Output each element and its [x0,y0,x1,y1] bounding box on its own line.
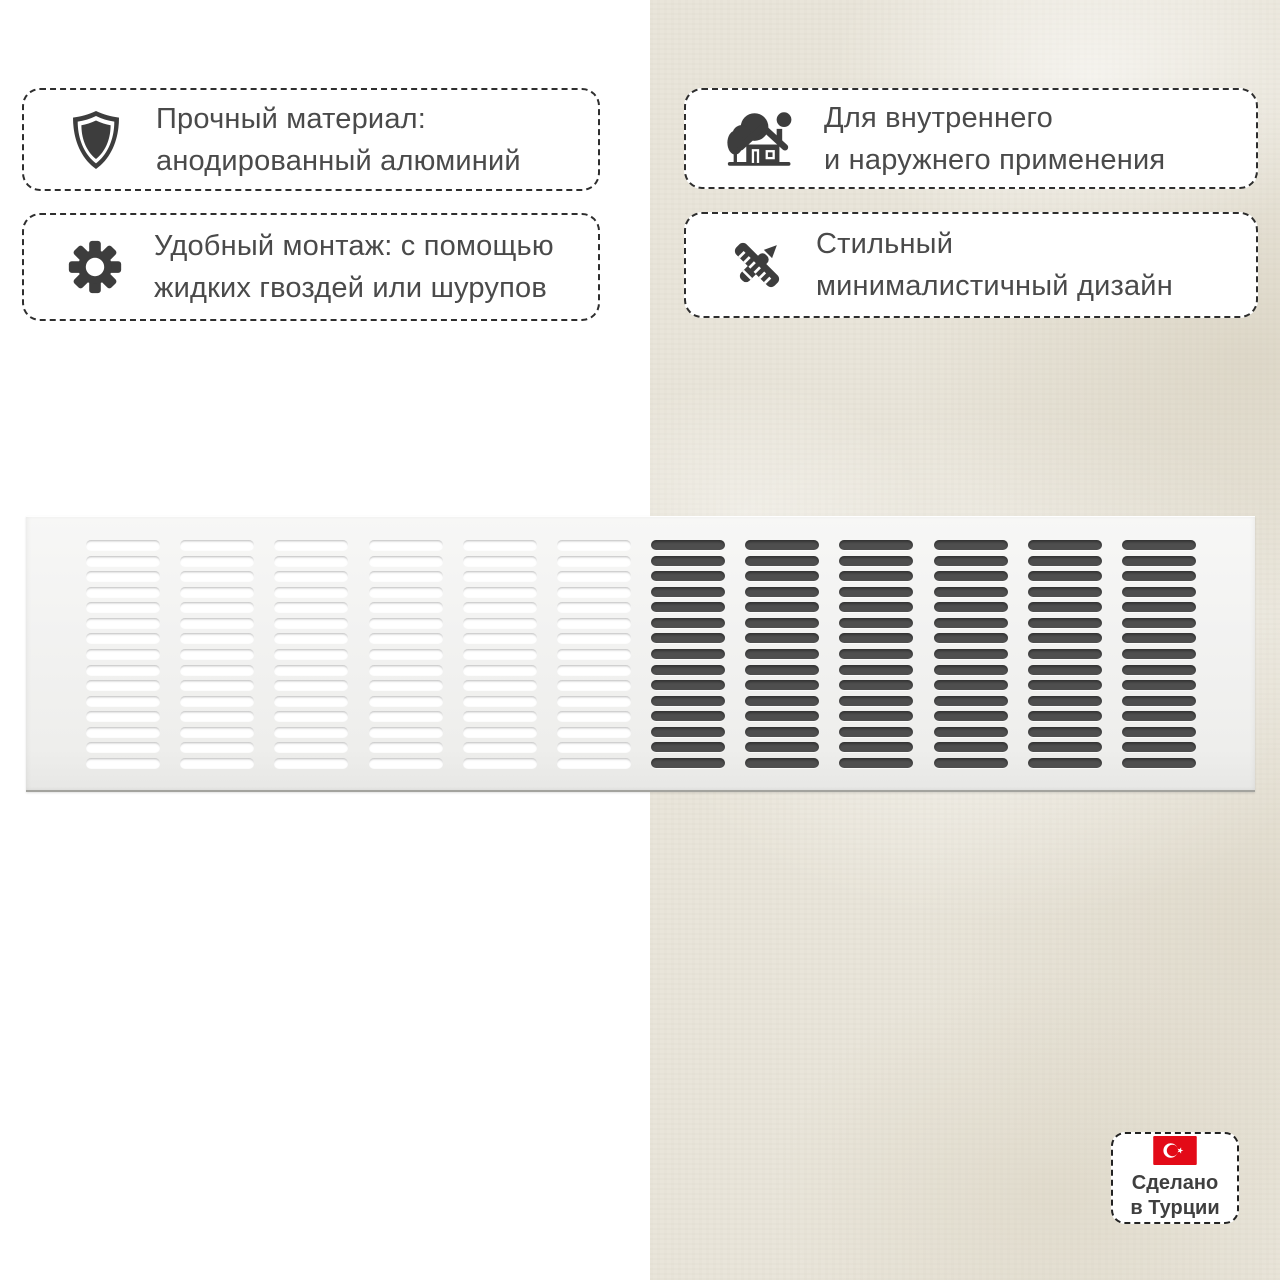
vent-slot-dark [839,727,913,737]
vent-slot-light [369,540,443,550]
slot-column [745,540,819,768]
vent-slot-dark [745,602,819,612]
slot-column [369,540,443,768]
vent-slot-light [557,711,631,721]
vent-slot-light [274,696,348,706]
vent-slot-light [180,571,254,581]
vent-slot-light [557,540,631,550]
vent-slot-dark [934,618,1008,628]
vent-slot-dark [934,649,1008,659]
vent-slot-light [463,665,537,675]
vent-slot-dark [934,602,1008,612]
vent-slot-light [463,571,537,581]
vent-slot-light [180,649,254,659]
vent-slot-dark [651,696,725,706]
vent-slot-dark [839,758,913,768]
vent-slot-light [86,540,160,550]
vent-slot-light [557,649,631,659]
vent-slot-dark [934,680,1008,690]
badge-text-line: в Турции [1130,1197,1220,1219]
vent-slot-dark [1028,540,1102,550]
vent-slot-light [463,758,537,768]
vent-slot-dark [839,556,913,566]
vent-slot-light [86,618,160,628]
vent-slot-dark [1122,556,1196,566]
vent-slot-dark [934,696,1008,706]
vent-slot-light [369,556,443,566]
vent-slot-light [369,711,443,721]
vent-slot-light [274,618,348,628]
feature-box-design [684,212,1258,318]
feature-text-line: Стильный [816,228,954,260]
vent-slot-light [369,727,443,737]
vent-slot-light [86,633,160,643]
vent-slot-dark [1028,649,1102,659]
vent-slot-dark [934,711,1008,721]
vent-slot-dark [1028,633,1102,643]
slot-column [1028,540,1102,768]
vent-slot-dark [1122,649,1196,659]
vent-slot-dark [1028,696,1102,706]
vent-slot-light [463,649,537,659]
vent-slot-dark [651,618,725,628]
vent-slot-dark [934,633,1008,643]
vent-slot-dark [934,571,1008,581]
vent-slot-light [557,727,631,737]
slot-column [934,540,1008,768]
vent-slot-dark [1028,602,1102,612]
vent-slot-dark [651,571,725,581]
vent-slot-light [274,649,348,659]
vent-slot-light [274,540,348,550]
vent-slot-dark [651,711,725,721]
vent-slot-light [180,711,254,721]
vent-slot-dark [651,556,725,566]
vent-slot-light [463,742,537,752]
vent-slot-dark [1122,633,1196,643]
vent-slot-light [86,571,160,581]
vent-slot-dark [934,665,1008,675]
vent-slot-dark [1028,727,1102,737]
vent-slot-light [274,556,348,566]
slot-column [1122,540,1196,768]
gear-icon [64,236,126,298]
vent-slot-dark [839,618,913,628]
feature-box-material [22,88,600,191]
vent-slot-light [557,618,631,628]
vent-slot-light [369,571,443,581]
vent-slot-dark [651,540,725,550]
vent-slot-dark [1028,665,1102,675]
vent-slot-light [463,618,537,628]
slot-column [274,540,348,768]
vent-slot-light [180,587,254,597]
vent-slot-dark [1028,758,1102,768]
vent-slot-light [180,665,254,675]
vent-slot-light [369,665,443,675]
vent-slot-dark [934,758,1008,768]
vent-slot-light [557,633,631,643]
turkey-flag-icon [1153,1136,1197,1170]
vent-slot-dark [1122,758,1196,768]
vent-slot-light [86,742,160,752]
vent-slot-light [369,758,443,768]
vent-slot-light [463,602,537,612]
slot-column [463,540,537,768]
vent-slot-dark [651,742,725,752]
vent-slot-dark [651,587,725,597]
vent-slot-dark [745,758,819,768]
vent-slot-dark [651,602,725,612]
vent-slot-dark [934,556,1008,566]
vent-slot-light [557,758,631,768]
vent-slot-dark [839,696,913,706]
vent-slot-light [274,665,348,675]
slot-column [86,540,160,768]
vent-slot-dark [1028,618,1102,628]
feature-text-line: Прочный материал: [156,102,427,135]
vent-slot-light [180,696,254,706]
vent-slot-dark [745,742,819,752]
vent-slot-light [274,602,348,612]
vent-slot-light [86,602,160,612]
vent-slot-light [180,618,254,628]
feature-box-indoor-outdoor [684,88,1258,189]
vent-slot-light [463,587,537,597]
vent-slot-light [369,649,443,659]
vent-slot-dark [1122,680,1196,690]
vent-slot-dark [1028,571,1102,581]
feature-text-line: Удобный монтаж: с помощью [154,230,554,262]
vent-grille-slots [26,516,1255,790]
vent-slot-dark [839,680,913,690]
vent-slot-light [274,571,348,581]
vent-slot-light [86,556,160,566]
badge-text-line: Сделано [1131,1172,1219,1194]
vent-slot-dark [651,680,725,690]
vent-slot-dark [651,633,725,643]
vent-slot-light [557,665,631,675]
vent-slot-light [274,758,348,768]
vent-slot-dark [651,665,725,675]
vent-slot-dark [1028,742,1102,752]
vent-slot-light [463,680,537,690]
vent-slot-light [369,602,443,612]
vent-slot-light [369,680,443,690]
vent-slot-dark [1122,540,1196,550]
feature-text-line: жидких гвоздей или шурупов [154,272,547,304]
vent-slot-dark [745,633,819,643]
vent-slot-dark [745,711,819,721]
vent-slot-light [180,633,254,643]
vent-slot-dark [1122,571,1196,581]
feature-box-mounting [22,213,600,321]
vent-slot-dark [745,618,819,628]
vent-slot-dark [1122,742,1196,752]
vent-slot-dark [934,742,1008,752]
vent-slot-dark [745,696,819,706]
vent-slot-light [369,633,443,643]
vent-slot-light [557,696,631,706]
vent-slot-dark [745,571,819,581]
vent-slot-light [180,540,254,550]
feature-text-line: Для внутреннего [824,101,1054,134]
vent-slot-dark [839,649,913,659]
vent-slot-dark [1122,696,1196,706]
vent-slot-light [86,649,160,659]
vent-slot-light [86,696,160,706]
vent-slot-dark [1122,665,1196,675]
vent-slot-light [463,696,537,706]
vent-slot-light [557,587,631,597]
vent-slot-dark [651,758,725,768]
vent-slot-dark [1122,727,1196,737]
vent-slot-light [180,727,254,737]
vent-slot-dark [839,665,913,675]
vent-slot-dark [1028,587,1102,597]
vent-slot-dark [839,587,913,597]
vent-slot-light [86,680,160,690]
vent-slot-light [369,696,443,706]
made-in-turkey-badge [1111,1132,1239,1224]
slot-column [557,540,631,768]
vent-slot-light [557,680,631,690]
vent-slot-light [180,680,254,690]
pencil-ruler-icon [726,234,788,296]
vent-slot-light [557,571,631,581]
vent-slot-dark [934,540,1008,550]
vent-slot-light [86,665,160,675]
vent-slot-dark [745,587,819,597]
vent-slot-light [463,633,537,643]
vent-slot-dark [839,742,913,752]
vent-slot-dark [839,571,913,581]
vent-slot-light [557,742,631,752]
vent-slot-dark [1122,618,1196,628]
vent-slot-dark [839,711,913,721]
ventilation-grille [26,516,1255,792]
slot-column [651,540,725,768]
vent-slot-dark [745,649,819,659]
feature-text-line: минималистичный дизайн [816,270,1173,302]
slot-column [839,540,913,768]
vent-slot-dark [1028,711,1102,721]
vent-slot-light [274,587,348,597]
vent-slot-dark [1028,680,1102,690]
vent-slot-light [180,556,254,566]
vent-slot-light [180,758,254,768]
vent-slot-light [274,633,348,643]
vent-slot-light [180,602,254,612]
vent-slot-dark [745,665,819,675]
vent-slot-dark [934,587,1008,597]
vent-slot-light [274,742,348,752]
vent-slot-light [557,556,631,566]
house-outdoor-icon [726,107,796,171]
vent-slot-dark [745,540,819,550]
vent-slot-dark [1122,602,1196,612]
vent-slot-dark [934,727,1008,737]
vent-slot-light [86,727,160,737]
vent-slot-light [463,711,537,721]
vent-slot-light [369,742,443,752]
shield-icon [64,108,128,172]
vent-slot-light [274,727,348,737]
feature-text-line: и наружнего применения [824,143,1166,176]
vent-slot-light [369,618,443,628]
vent-slot-dark [839,540,913,550]
vent-slot-light [557,602,631,612]
vent-slot-light [463,540,537,550]
vent-slot-light [274,680,348,690]
vent-slot-light [180,742,254,752]
vent-slot-dark [1122,711,1196,721]
vent-slot-dark [651,727,725,737]
vent-slot-light [463,727,537,737]
vent-slot-dark [745,556,819,566]
vent-slot-dark [651,649,725,659]
vent-slot-dark [745,727,819,737]
vent-slot-light [463,556,537,566]
vent-slot-light [369,587,443,597]
vent-slot-dark [1122,587,1196,597]
vent-slot-light [274,711,348,721]
vent-slot-dark [839,633,913,643]
slot-column [180,540,254,768]
vent-slot-light [86,711,160,721]
vent-slot-light [86,758,160,768]
vent-slot-light [86,587,160,597]
vent-slot-dark [839,602,913,612]
feature-text-line: анодированный алюминий [156,144,521,177]
vent-slot-dark [745,680,819,690]
vent-slot-dark [1028,556,1102,566]
